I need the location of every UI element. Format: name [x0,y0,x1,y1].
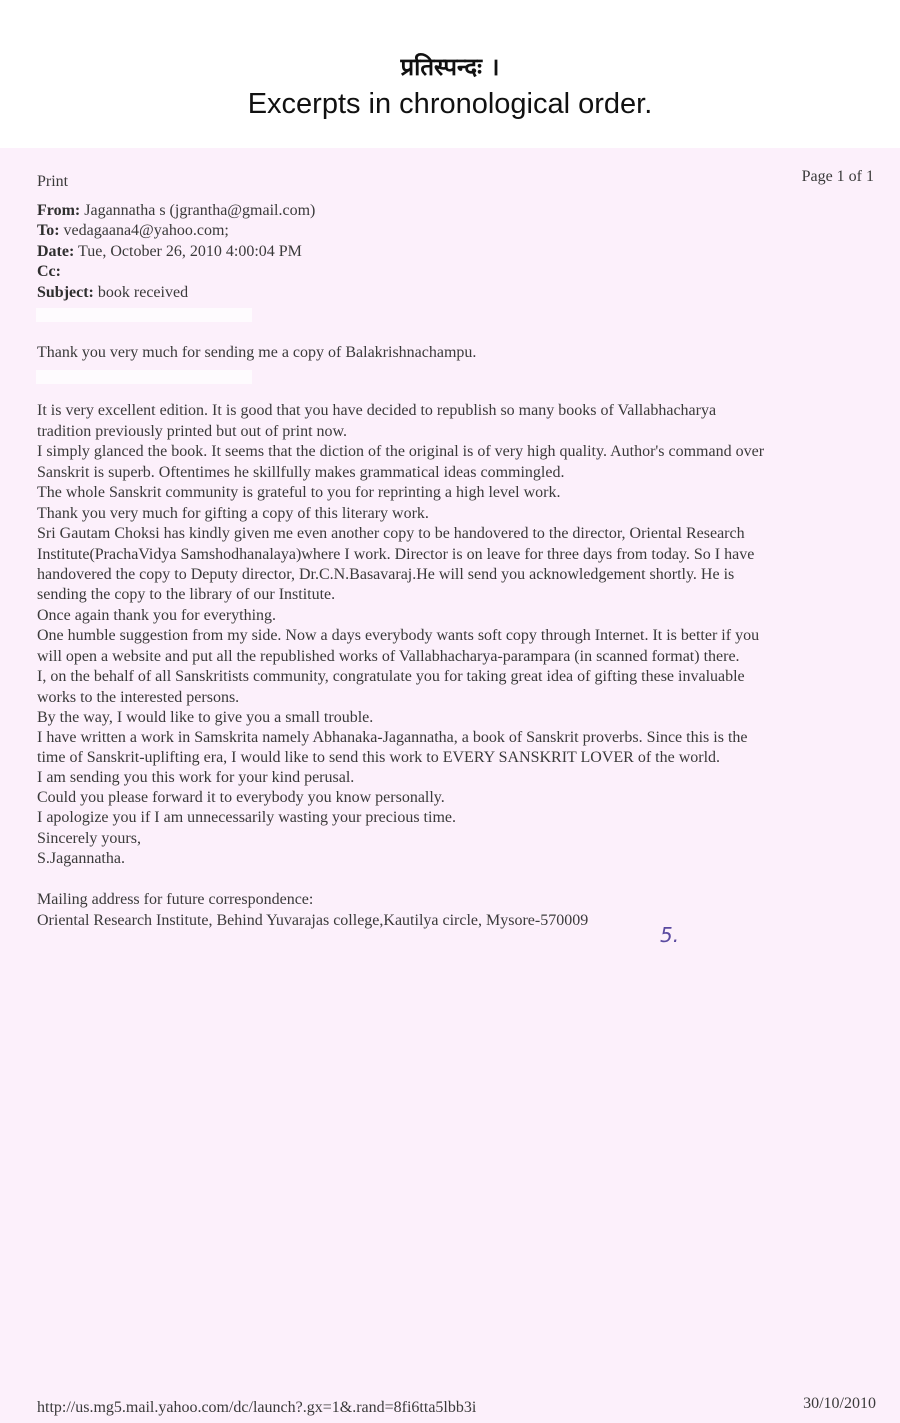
body-line: handovered the copy to Deputy director, Dr.C.N.Basavaraj.He will send you acknowledgement shortly. He is [37,566,735,583]
thanks-line: Thank you very much for sending me a copy of Balakrishnachampu. [37,344,477,361]
date-row [37,242,302,262]
mailing-address: Oriental Research Institute, Behind Yuvarajas college,Kautilya circle, Mysore-570009 [37,912,589,929]
subject-label: Subject: [37,284,94,301]
body-line: I, on the behalf of all Sanskritists community, congratulate you for taking great idea of gifting these invaluable [37,668,745,685]
to-label: To: [37,222,60,239]
body-line: Once again thank you for everything. [37,607,277,624]
body-line: I have written a work in Samskrita namely Abhanaka-Jagannatha, a book of Sanskrit proverbs. Since this is the [37,729,748,746]
subject-value: book received [97,284,189,301]
body-line: Sanskrit is superb. Oftentimes he skillfully makes grammatical ideas commingled. [37,464,565,481]
page-subtitle: Excerpts in chronological order. [247,88,653,120]
body-line: I am sending you this work for your kind perusal. [37,769,355,786]
body-line: I simply glanced the book. It seems that the diction of the original is of very high quality. Author's command over [37,443,765,460]
body-line: will open a website and put all the republished works of Vallabhacharya-parampara (in scanned format) there. [37,648,740,665]
from-row [37,201,315,221]
cc-row [37,262,61,282]
body-line: Thank you very much for gifting a copy of this literary work. [37,505,429,522]
body-line: The whole Sanskrit community is grateful to you for reprinting a high level work. [37,484,561,501]
page-header [0,0,900,148]
date-label: Date: [37,243,75,260]
body-line: Could you please forward it to everybody you know personally. [37,789,445,806]
footer-url: http://us.mg5.mail.yahoo.com/dc/launch?.gx=1&.rand=8fi6tta5lbb3i [37,1399,477,1416]
date-value: Tue, October 26, 2010 4:00:04 PM [78,243,302,260]
body-line: works to the interested persons. [37,689,240,706]
subject-row [37,283,188,303]
body-line: One humble suggestion from my side. Now a days everybody wants soft copy through Internet. It is better if you [37,627,760,644]
from-label: From: [37,202,81,219]
sanskrit-title: प्रतिस्पन्दः । [400,53,500,81]
scan-smudge [36,370,252,384]
to-row [37,221,229,241]
print-label: Print [37,173,69,190]
cc-label: Cc: [37,263,61,280]
body-line: tradition previously printed but out of print now. [37,423,348,440]
body-line: Institute(PrachaVidya Samshodhanalaya)where I work. Director is on leave for three days from today. So I have [37,546,755,563]
footer-date: 30/10/2010 [803,1395,876,1412]
body-line: I apologize you if I am unnecessarily wasting your precious time. [37,809,456,826]
scan-smudge [36,308,252,322]
body-line: sending the copy to the library of our Institute. [37,586,336,603]
mailing-label: Mailing address for future correspondence: [37,891,314,908]
page-number: Page 1 of 1 [801,168,874,185]
handwritten-page-number: 5. [660,923,680,947]
body-line: By the way, I would like to give you a small trouble. [37,709,374,726]
body-line: It is very excellent edition. It is good that you have decided to republish so many books of Vallabhacharya [37,402,717,419]
from-value: Jagannatha s (jgrantha@gmail.com) [84,202,316,219]
signature: S.Jagannatha. [37,850,125,867]
signoff: Sincerely yours, [37,830,141,847]
body-line: time of Sanskrit-uplifting era, I would like to send this work to EVERY SANSKRIT LOVER of the world. [37,749,721,766]
to-value: vedagaana4@yahoo.com; [63,222,229,239]
scanned-email-page [0,148,900,1423]
body-line: Sri Gautam Choksi has kindly given me even another copy to be handovered to the director, Oriental Research [37,525,745,542]
